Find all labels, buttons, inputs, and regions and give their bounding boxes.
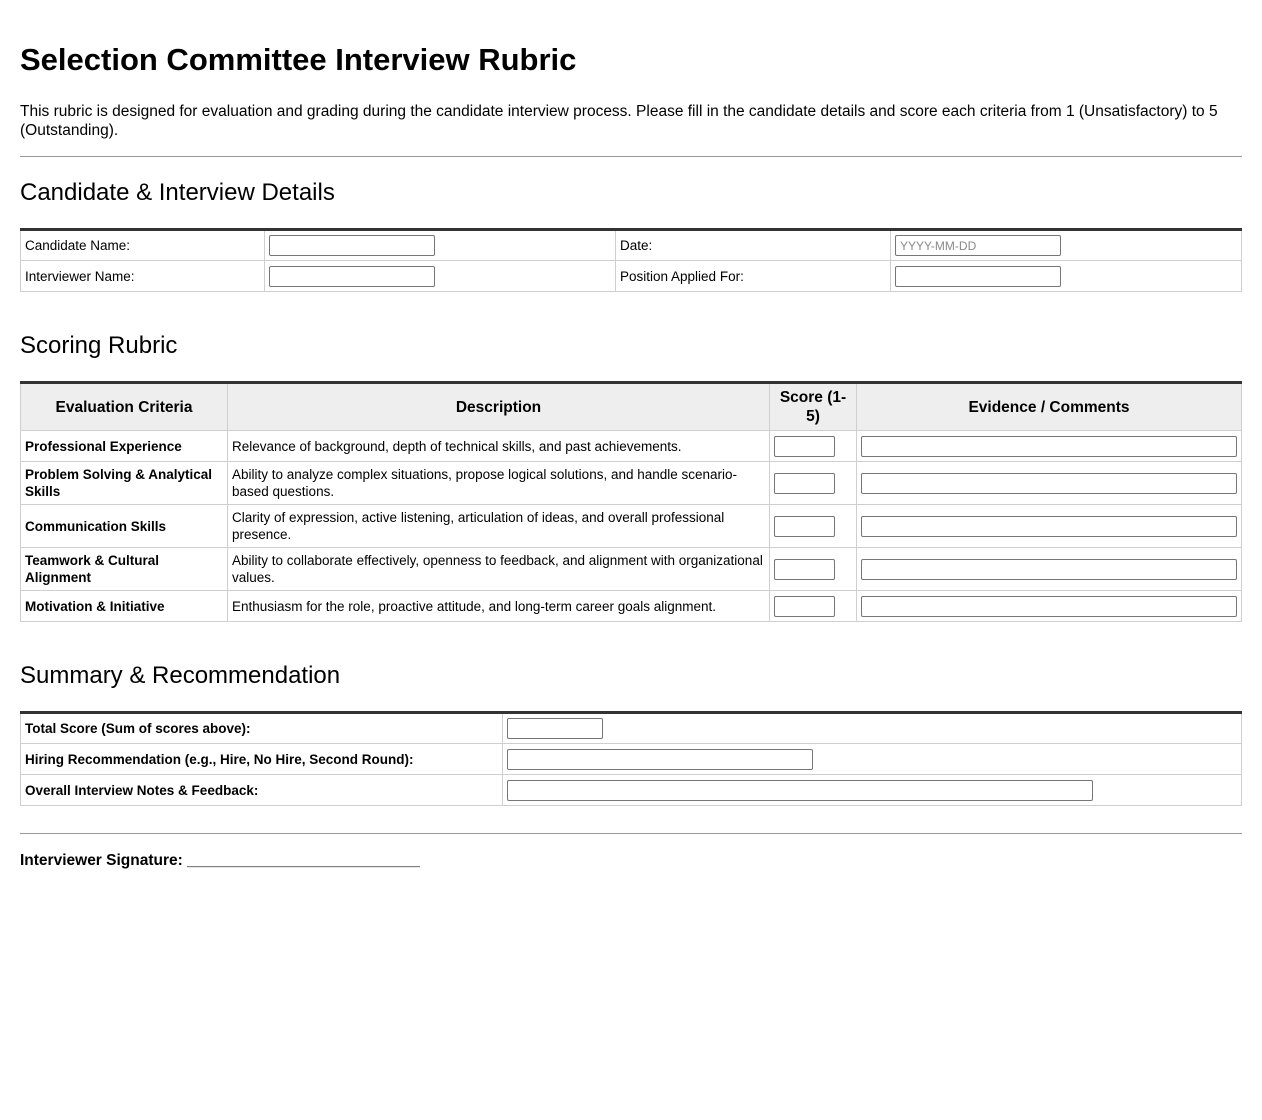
candidate-name-cell xyxy=(265,230,616,261)
score-cell xyxy=(770,505,857,548)
score-cell xyxy=(770,591,857,622)
interviewer-name-input[interactable] xyxy=(269,266,435,287)
position-label: Position Applied For: xyxy=(616,261,891,292)
comments-cell xyxy=(857,548,1242,591)
comments-cell xyxy=(857,462,1242,505)
summary-heading: Summary & Recommendation xyxy=(20,662,341,689)
candidate-name-label: Candidate Name: xyxy=(21,230,265,261)
comments-cell xyxy=(857,591,1242,622)
candidate-name-input[interactable] xyxy=(269,235,435,256)
score-cell xyxy=(770,462,857,505)
comments-input[interactable] xyxy=(861,436,1237,457)
comments-input[interactable] xyxy=(861,516,1237,537)
position-cell xyxy=(891,261,1242,292)
divider-top xyxy=(20,156,1242,157)
summary-table xyxy=(20,711,1242,806)
notes-cell xyxy=(503,775,1242,806)
notes-label: Overall Interview Notes & Feedback: xyxy=(21,775,503,806)
total-score-cell xyxy=(503,713,1242,744)
criteria-cell: Professional Experience xyxy=(21,431,228,462)
score-cell xyxy=(770,548,857,591)
rubric-header-row xyxy=(21,383,1242,431)
date-cell xyxy=(891,230,1242,261)
score-input[interactable] xyxy=(774,516,835,537)
table-row xyxy=(21,462,1242,505)
date-input[interactable] xyxy=(895,235,1061,256)
description-cell: Ability to collaborate effectively, openness to feedback, and alignment with organizational values. xyxy=(228,548,770,591)
notes-input[interactable] xyxy=(507,780,1093,801)
rubric-heading: Scoring Rubric xyxy=(20,332,178,359)
description-cell: Relevance of background, depth of technical skills, and past achievements. xyxy=(228,431,770,462)
criteria-cell: Motivation & Initiative xyxy=(21,591,228,622)
interviewer-name-label: Interviewer Name: xyxy=(21,261,265,292)
score-input[interactable] xyxy=(774,436,835,457)
summary-row-notes xyxy=(21,775,1242,806)
divider-bottom xyxy=(20,833,1242,834)
table-row xyxy=(21,505,1242,548)
date-label: Date: xyxy=(616,230,891,261)
details-row-2 xyxy=(21,261,1242,292)
criteria-cell: Problem Solving & Analytical Skills xyxy=(21,462,228,505)
column-header-score: Score (1-5) xyxy=(770,383,857,431)
column-header-comments: Evidence / Comments xyxy=(857,383,1242,431)
recommendation-cell xyxy=(503,744,1242,775)
rubric-table xyxy=(20,381,1242,622)
total-score-input[interactable] xyxy=(507,718,603,739)
comments-cell xyxy=(857,431,1242,462)
interviewer-signature-line: Interviewer Signature: ___________________________ xyxy=(20,852,420,869)
criteria-cell: Communication Skills xyxy=(21,505,228,548)
column-header-criteria: Evaluation Criteria xyxy=(21,383,228,431)
score-cell xyxy=(770,431,857,462)
column-header-description: Description xyxy=(228,383,770,431)
table-row xyxy=(21,548,1242,591)
recommendation-label: Hiring Recommendation (e.g., Hire, No Hire, Second Round): xyxy=(21,744,503,775)
comments-input[interactable] xyxy=(861,559,1237,580)
summary-row-total xyxy=(21,713,1242,744)
table-row xyxy=(21,591,1242,622)
details-row-1 xyxy=(21,230,1242,261)
score-input[interactable] xyxy=(774,473,835,494)
comments-input[interactable] xyxy=(861,596,1237,617)
criteria-cell: Teamwork & Cultural Alignment xyxy=(21,548,228,591)
position-input[interactable] xyxy=(895,266,1061,287)
total-score-label: Total Score (Sum of scores above): xyxy=(21,713,503,744)
description-cell: Ability to analyze complex situations, propose logical solutions, and handle scenario-based questions. xyxy=(228,462,770,505)
comments-cell xyxy=(857,505,1242,548)
description-cell: Clarity of expression, active listening, articulation of ideas, and overall professional presence. xyxy=(228,505,770,548)
description-cell: Enthusiasm for the role, proactive attitude, and long-term career goals alignment. xyxy=(228,591,770,622)
recommendation-input[interactable] xyxy=(507,749,813,770)
intro-text: This rubric is designed for evaluation and grading during the candidate interview process. Please fill in the candidate details and score each criteria from 1 (Unsatisfactory) to 5 (Outstanding). xyxy=(20,103,1218,139)
comments-input[interactable] xyxy=(861,473,1237,494)
table-row xyxy=(21,431,1242,462)
interviewer-name-cell xyxy=(265,261,616,292)
details-table xyxy=(20,228,1242,292)
page-title: Selection Committee Interview Rubric xyxy=(20,42,577,77)
details-heading: Candidate & Interview Details xyxy=(20,179,335,206)
score-input[interactable] xyxy=(774,559,835,580)
score-input[interactable] xyxy=(774,596,835,617)
summary-row-recommendation xyxy=(21,744,1242,775)
